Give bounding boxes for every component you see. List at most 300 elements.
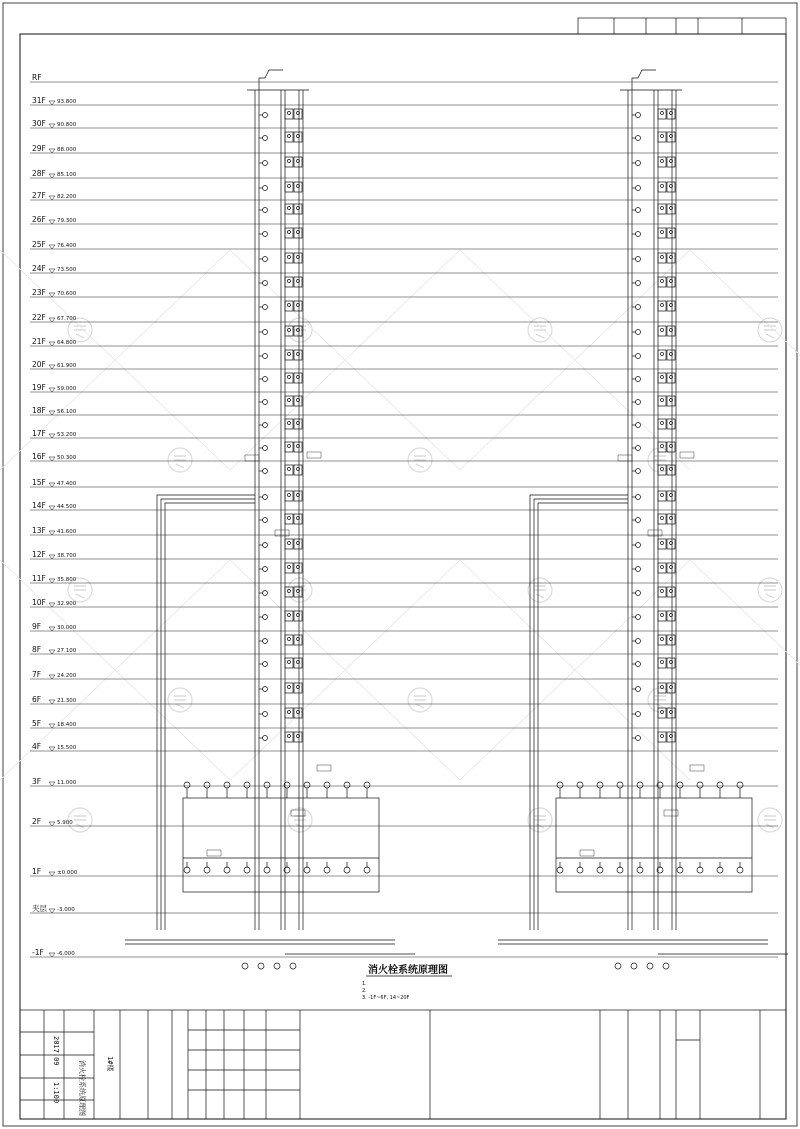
hydrant-valve-icon [244, 782, 250, 788]
title-block-date: 2017.09 [52, 1036, 60, 1066]
floor-label: 28F [32, 169, 46, 178]
title-block-text [52, 1036, 115, 1116]
hydrant-cabinet-icon [285, 683, 293, 693]
watermark-glyph [534, 586, 546, 598]
hydrant-cabinet-icon [285, 253, 293, 263]
floor-label: -1F [32, 948, 44, 957]
floor-label: 29F [32, 144, 46, 153]
hydrant-cabinet-icon [667, 396, 675, 406]
hydrant-cabinet-icon [667, 539, 675, 549]
hydrant-valve-icon [661, 329, 664, 332]
floor-elevation: 5.900 [57, 820, 73, 826]
floor-elevation: 30.000 [57, 625, 77, 631]
callout-tag [680, 452, 694, 458]
hydrant-cabinet-icon [285, 373, 293, 383]
hydrant-valve-icon [636, 257, 641, 262]
watermark-diagonals [0, 250, 800, 780]
hydrant-valve-icon [661, 422, 664, 425]
hydrant-cabinet-icon [294, 732, 302, 742]
floor-elevation: 27.100 [57, 648, 77, 654]
hydrant-valve-icon [288, 231, 291, 234]
floor-elevation: 47.400 [57, 481, 77, 487]
watermark-glyph [74, 326, 86, 338]
hydrant-valve-icon [636, 232, 641, 237]
hydrant-cabinet-icon [667, 326, 675, 336]
floor-elevation: 56.100 [57, 409, 77, 415]
zone-loop-pipe [165, 503, 255, 930]
hydrant-cabinet-icon [285, 157, 293, 167]
floor-label: 1F [32, 867, 42, 876]
floor-elevation: -3.000 [57, 907, 75, 913]
hydrant-valve-icon [288, 661, 291, 664]
hydrant-cabinet-icon [658, 157, 666, 167]
callout-tag [618, 455, 632, 461]
hydrant-cabinet-icon [294, 442, 302, 452]
hydrant-cabinet-icon [294, 539, 302, 549]
hydrant-cabinet-icon [658, 658, 666, 668]
hydrant-valve-icon [263, 113, 268, 118]
callout-tag [690, 765, 704, 771]
diagram-notes [362, 981, 410, 1001]
elevation-marker [49, 220, 55, 224]
floor-label: 14F [32, 501, 46, 510]
hydrant-cabinet-icon [285, 182, 293, 192]
hydrant-valve-icon [636, 305, 641, 310]
zone-loop-pipe [530, 495, 628, 930]
hydrant-cabinet-icon [294, 301, 302, 311]
hydrant-valve-icon [631, 963, 637, 969]
hydrant-valve-icon [288, 280, 291, 283]
hydrant-valve-icon [288, 399, 291, 402]
elevation-marker [49, 365, 55, 369]
floor-label: 20F [32, 360, 46, 369]
hydrant-cabinet-icon [285, 277, 293, 287]
hydrant-cabinet-icon [285, 442, 293, 452]
hydrant-cabinet-icon [658, 301, 666, 311]
floor-label: 24F [32, 264, 46, 273]
note-line-1: 1. [362, 981, 367, 987]
hydrant-valve-icon [288, 160, 291, 163]
floor-label: 15F [32, 478, 46, 487]
hydrant-valve-icon [288, 185, 291, 188]
hydrant-valve-icon [636, 377, 641, 382]
hydrant-cabinet-icon [294, 419, 302, 429]
hydrant-cabinet-icon [285, 539, 293, 549]
floor-label: RF [32, 73, 42, 82]
hydrant-cabinet-icon [294, 132, 302, 142]
floor-label: 26F [32, 215, 46, 224]
hydrant-cabinet-icon [667, 204, 675, 214]
hydrant-cabinet-icon [294, 109, 302, 119]
floor-label: 22F [32, 313, 46, 322]
hydrant-valve-icon [661, 207, 664, 210]
floor-elevation: 41.600 [57, 529, 77, 535]
elevation-marker [49, 603, 55, 607]
hydrant-valve-icon [636, 330, 641, 335]
hydrant-valve-icon [577, 782, 583, 788]
callout-tag [317, 765, 331, 771]
hydrant-valve-icon [263, 687, 268, 692]
hydrant-cabinet-icon [667, 253, 675, 263]
hydrant-valve-icon [288, 445, 291, 448]
elevation-marker [49, 196, 55, 200]
hydrant-cabinet-icon [658, 373, 666, 383]
roof-test-valve [632, 70, 656, 90]
hydrant-cabinet-icon [285, 658, 293, 668]
elevation-marker [49, 101, 55, 105]
hydrant-valve-icon [288, 353, 291, 356]
hydrant-cabinet-icon [658, 132, 666, 142]
hydrant-cabinet-icon [294, 204, 302, 214]
watermark-glyph [294, 586, 306, 598]
hydrant-cabinet-icon [667, 350, 675, 360]
hydrant-valve-icon [636, 208, 641, 213]
hydrant-cabinet-icon [294, 350, 302, 360]
hydrant-cabinet-icon [285, 491, 293, 501]
hydrant-valve-icon [224, 782, 230, 788]
hydrant-valve-icon [636, 615, 641, 620]
floor-elevation: 15.500 [57, 745, 77, 751]
floor-elevation: 24.200 [57, 673, 77, 679]
floor-elevation: 11.000 [57, 780, 77, 786]
floor-elevation: 61.900 [57, 363, 77, 369]
hydrant-cabinet-icon [667, 419, 675, 429]
elevation-marker [49, 724, 55, 728]
hydrant-valve-icon [636, 136, 641, 141]
hydrant-cabinet-icon [294, 563, 302, 573]
hydrant-valve-icon [636, 567, 641, 572]
elevation-marker [49, 342, 55, 346]
hydrant-valve-icon [264, 782, 270, 788]
hydrant-valve-icon [636, 736, 641, 741]
floor-elevation: 67.700 [57, 316, 77, 322]
elevation-marker [49, 872, 55, 876]
diagram-title: 消火栓系统原理图 [368, 965, 448, 976]
hydrant-valve-icon [263, 639, 268, 644]
floor-label: 21F [32, 337, 46, 346]
hydrant-valve-icon [636, 495, 641, 500]
hydrant-cabinet-icon [667, 157, 675, 167]
floor-elevation: 70.600 [57, 291, 77, 297]
watermark-layer [0, 250, 800, 832]
hydrant-valve-icon [263, 567, 268, 572]
hydrant-cabinet-icon [658, 514, 666, 524]
hydrant-valve-icon [263, 208, 268, 213]
floor-elevation: 44.500 [57, 504, 77, 510]
hydrant-cabinet-icon [294, 228, 302, 238]
hydrant-valve-icon [647, 963, 653, 969]
floor-elevation: 18.400 [57, 722, 77, 728]
hydrant-cabinet-icon [658, 732, 666, 742]
floor-elevation: 53.200 [57, 432, 77, 438]
hydrant-cabinet-icon [667, 732, 675, 742]
callout-tag [245, 455, 259, 461]
hydrant-valve-icon [661, 614, 664, 617]
watermark-glyph [414, 456, 426, 468]
hydrant-cabinet-icon [658, 326, 666, 336]
hydrant-valve-icon [274, 963, 280, 969]
hydrant-valve-icon [263, 615, 268, 620]
elevation-marker [49, 822, 55, 826]
hydrant-cabinet-icon [294, 658, 302, 668]
hydrant-valve-icon [242, 963, 248, 969]
elevation-marker [49, 318, 55, 322]
title-block-scale: 1:100 [52, 1082, 60, 1104]
note-line-3: 3. -1F~6F, 14~20F [362, 995, 410, 1001]
hydrant-valve-icon [288, 207, 291, 210]
title-block-building: 1#楼 [106, 1056, 114, 1072]
floor-label: 18F [32, 406, 46, 415]
floor-elevation: 79.300 [57, 218, 77, 224]
watermark-glyph [764, 326, 776, 338]
floor-label: 27F [32, 191, 46, 200]
elevation-marker [49, 149, 55, 153]
floor-elevation: 73.500 [57, 267, 77, 273]
hydrant-valve-icon [263, 257, 268, 262]
callout-tag [207, 850, 221, 856]
hydrant-cabinet-icon [667, 132, 675, 142]
hydrant-valve-icon [263, 161, 268, 166]
hydrant-cabinet-icon [294, 277, 302, 287]
hydrant-valve-icon [263, 712, 268, 717]
floor-label: 3F [32, 777, 42, 786]
hydrant-valve-icon [263, 543, 268, 548]
elevation-marker [49, 411, 55, 415]
hydrant-valve-icon [184, 782, 190, 788]
hydrant-valve-icon [263, 400, 268, 405]
hydrant-cabinet-icon [285, 635, 293, 645]
hydrant-valve-icon [263, 377, 268, 382]
hydrant-valve-icon [661, 399, 664, 402]
hydrant-valve-icon [636, 446, 641, 451]
roof-test-valve [259, 70, 283, 90]
hydrant-valve-icon [344, 782, 350, 788]
hydrant-cabinet-icon [658, 228, 666, 238]
hydrant-cabinet-icon [285, 396, 293, 406]
hydrant-cabinet-icon [294, 253, 302, 263]
hydrant-valve-icon [697, 782, 703, 788]
floor-elevation: 85.100 [57, 172, 77, 178]
hydrant-valve-icon [637, 782, 643, 788]
hydrant-valve-icon [263, 495, 268, 500]
watermark-glyph [74, 586, 86, 598]
hydrant-cabinet-icon [667, 277, 675, 287]
hydrant-valve-icon [263, 423, 268, 428]
hydrant-cabinet-icon [658, 350, 666, 360]
floor-label: 9F [32, 622, 42, 631]
hydrant-cabinet-icon [667, 182, 675, 192]
hydrant-cabinet-icon [658, 539, 666, 549]
hydrant-valve-icon [263, 662, 268, 667]
hydrant-valve-icon [661, 566, 664, 569]
floor-label: 25F [32, 240, 46, 249]
floor-label: 5F [32, 719, 42, 728]
floor-label: 6F [32, 695, 42, 704]
hydrant-valve-icon [737, 782, 743, 788]
zone-loop-pipe [538, 503, 628, 930]
hydrant-cabinet-icon [658, 396, 666, 406]
hydrant-valve-icon [263, 354, 268, 359]
hydrant-valve-icon [617, 782, 623, 788]
hydrant-valve-icon [304, 782, 310, 788]
elevation-marker [49, 293, 55, 297]
hydrant-valve-icon [636, 518, 641, 523]
hydrant-valve-icon [636, 186, 641, 191]
hydrant-cabinet-icon [658, 109, 666, 119]
hydrant-valve-icon [288, 735, 291, 738]
floor-label: 8F [32, 645, 42, 654]
hydrant-valve-icon [615, 963, 621, 969]
elevation-marker [49, 531, 55, 535]
hydrant-valve-icon [263, 469, 268, 474]
hydrant-valve-icon [258, 963, 264, 969]
hydrant-cabinet-icon [294, 708, 302, 718]
riser-diagrams [125, 70, 788, 969]
elevation-marker [49, 579, 55, 583]
hydrant-valve-icon [597, 782, 603, 788]
hydrant-cabinet-icon [294, 514, 302, 524]
floor-label: 23F [32, 288, 46, 297]
note-line-2: 2. [362, 988, 367, 994]
elevation-marker [49, 245, 55, 249]
zone-loop-pipe [157, 495, 255, 930]
outer-border [3, 3, 797, 1126]
hydrant-cabinet-icon [285, 708, 293, 718]
hydrant-cabinet-icon [667, 109, 675, 119]
watermark-glyph [764, 586, 776, 598]
zone-loop-pipe [161, 499, 255, 930]
floor-label: 16F [32, 452, 46, 461]
hydrant-valve-icon [288, 686, 291, 689]
floor-elevation: -6.000 [57, 951, 75, 957]
hydrant-valve-icon [717, 782, 723, 788]
hydrant-valve-icon [661, 353, 664, 356]
hydrant-valve-icon [288, 376, 291, 379]
hydrant-valve-icon [636, 639, 641, 644]
hydrant-cabinet-icon [658, 204, 666, 214]
floor-elevation: 38.700 [57, 553, 77, 559]
watermark-glyph [414, 696, 426, 708]
hydrant-valve-icon [661, 542, 664, 545]
hydrant-valve-icon [636, 712, 641, 717]
hydrant-valve-icon [661, 735, 664, 738]
hydrant-valve-icon [263, 136, 268, 141]
watermark-line [690, 560, 800, 665]
hydrant-cabinet-icon [658, 277, 666, 287]
floor-elevation: 21.300 [57, 698, 77, 704]
hydrant-cabinet-icon [294, 635, 302, 645]
hydrant-cabinet-icon [294, 373, 302, 383]
hydrant-valve-icon [636, 423, 641, 428]
hydrant-cabinet-icon [667, 514, 675, 524]
hydrant-valve-icon [636, 662, 641, 667]
callout-tag [580, 850, 594, 856]
hydrant-valve-icon [288, 468, 291, 471]
tower-riser-right [498, 70, 788, 969]
elevation-marker [49, 675, 55, 679]
floor-label: 12F [32, 550, 46, 559]
hydrant-cabinet-icon [285, 514, 293, 524]
hydrant-cabinet-icon [667, 373, 675, 383]
hydrant-valve-icon [636, 354, 641, 359]
hydrant-valve-icon [288, 542, 291, 545]
hydrant-valve-icon [661, 638, 664, 641]
hydrant-valve-icon [288, 494, 291, 497]
floor-elevation: 88.000 [57, 147, 77, 153]
hydrant-valve-icon [288, 422, 291, 425]
hydrant-cabinet-icon [285, 563, 293, 573]
hydrant-valve-icon [288, 566, 291, 569]
hydrant-valve-icon [636, 687, 641, 692]
hydrant-cabinet-icon [658, 419, 666, 429]
hydrant-cabinet-icon [294, 683, 302, 693]
hydrant-cabinet-icon [658, 635, 666, 645]
hydrant-cabinet-icon [667, 587, 675, 597]
hydrant-valve-icon [661, 256, 664, 259]
hydrant-cabinet-icon [285, 109, 293, 119]
hydrant-cabinet-icon [294, 182, 302, 192]
hydrant-cabinet-icon [667, 658, 675, 668]
hydrant-cabinet-icon [667, 228, 675, 238]
hydrant-cabinet-icon [294, 157, 302, 167]
floor-label: 4F [32, 742, 42, 751]
hydrant-valve-icon [661, 494, 664, 497]
hydrant-cabinet-icon [667, 563, 675, 573]
elevation-marker [49, 782, 55, 786]
hydrant-valve-icon [288, 135, 291, 138]
elevation-marker [49, 627, 55, 631]
hydrant-valve-icon [636, 400, 641, 405]
hydrant-valve-icon [263, 736, 268, 741]
title-block-drawing-name: 消火栓系统原理图 [78, 1060, 86, 1116]
floor-label: 11F [32, 574, 46, 583]
hydrant-cabinet-icon [667, 301, 675, 311]
floor-label: 30F [32, 119, 46, 128]
hydrant-valve-icon [263, 305, 268, 310]
hydrant-cabinet-icon [667, 635, 675, 645]
hydrant-valve-icon [636, 543, 641, 548]
elevation-marker [49, 506, 55, 510]
hydrant-cabinet-icon [285, 419, 293, 429]
floor-label: 7F [32, 670, 42, 679]
hydrant-valve-icon [290, 963, 296, 969]
hydrant-valve-icon [636, 469, 641, 474]
elevation-marker [49, 650, 55, 654]
hydrant-valve-icon [661, 376, 664, 379]
floor-elevation: 93.800 [57, 99, 77, 105]
elevation-marker [49, 747, 55, 751]
hydrant-valve-icon [263, 330, 268, 335]
hydrant-valve-icon [661, 590, 664, 593]
floor-elevation: 35.800 [57, 577, 77, 583]
elevation-marker [49, 457, 55, 461]
hydrant-cabinet-icon [285, 350, 293, 360]
elevation-marker [49, 483, 55, 487]
hydrant-cabinet-icon [658, 563, 666, 573]
hydrant-cabinet-icon [285, 132, 293, 142]
hydrant-valve-icon [663, 963, 669, 969]
floor-elevation: 82.200 [57, 194, 77, 200]
floor-label: 17F [32, 429, 46, 438]
hydrant-cabinet-icon [294, 465, 302, 475]
inner-border [20, 34, 786, 1119]
title-block [20, 1010, 786, 1119]
elevation-marker [49, 953, 55, 957]
hydrant-valve-icon [288, 112, 291, 115]
hydrant-cabinet-icon [285, 204, 293, 214]
hydrant-valve-icon [661, 304, 664, 307]
hydrant-cabinet-icon [658, 491, 666, 501]
